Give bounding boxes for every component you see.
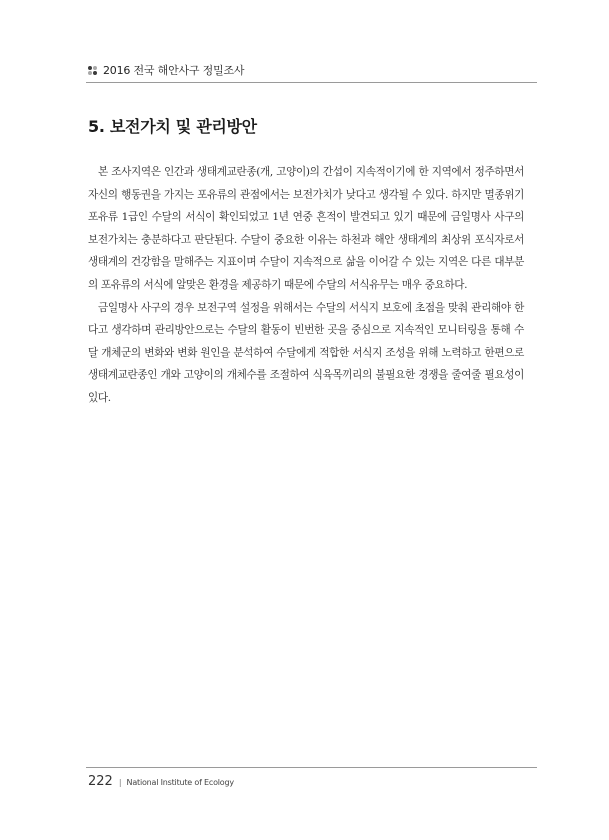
- footer-separator: |: [118, 778, 122, 787]
- footer-divider: [86, 767, 537, 768]
- header-title: 2016 전국 해안사구 정밀조사: [103, 64, 245, 77]
- paragraph: 본 조사지역은 인간과 생태계교란종(개, 고양이)의 간섭이 지속적이기에 한 지역에서 정주하면서 자신의 행동권을 가지는 포유류의 관점에서는 보전가치가 낮다고 생각될 수 있다. 하지만 멸종위기포유류 1급인 수달의 서식이 확인되었고 1년 연중 흔적이 발견되고 있기 때문에 금일명사 사구의 보전가치는 충분하다고 판단된다. 수달이 중요한 이유는 하천과 해안 생태계의 최상위 포식자로서 생태계의 건강함을 말해주는 지표이며 수달이 지속적으로 삶을 이어갈 수 있는 지역은 다른 대부분의 포유류의 서식에 알맞은 환경을 제공하기 때문에 수달의 서식유무는 매우 중요하다.: [88, 166, 524, 291]
- header-divider: [86, 82, 537, 83]
- section-title: 5. 보전가치 및 관리방안: [88, 117, 257, 136]
- page-footer: [88, 774, 234, 789]
- paragraph: 금일명사 사구의 경우 보전구역 설정을 위해서는 수달의 서식지 보호에 초점을 맞춰 관리해야 한다고 생각하며 관리방안으로는 수달의 활동이 빈번한 곳을 중심으로 지속적인 모니터링을 통해 수달 개체군의 변화와 변화 원인을 분석하여 수달에게 적합한 서식지 조성을 위해 노력하고 한편으로 생태계교란종인 개와 고양이의 개체수를 조절하여 식육목끼리의 불필요한 경쟁을 줄여줄 필요성이 있다.: [88, 301, 524, 404]
- running-header: [88, 62, 539, 78]
- bullet-dots-icon: [88, 66, 97, 75]
- footer-organization: National Institute of Ecology: [126, 778, 234, 787]
- body-text: [88, 161, 524, 410]
- page-number: 222: [88, 774, 113, 789]
